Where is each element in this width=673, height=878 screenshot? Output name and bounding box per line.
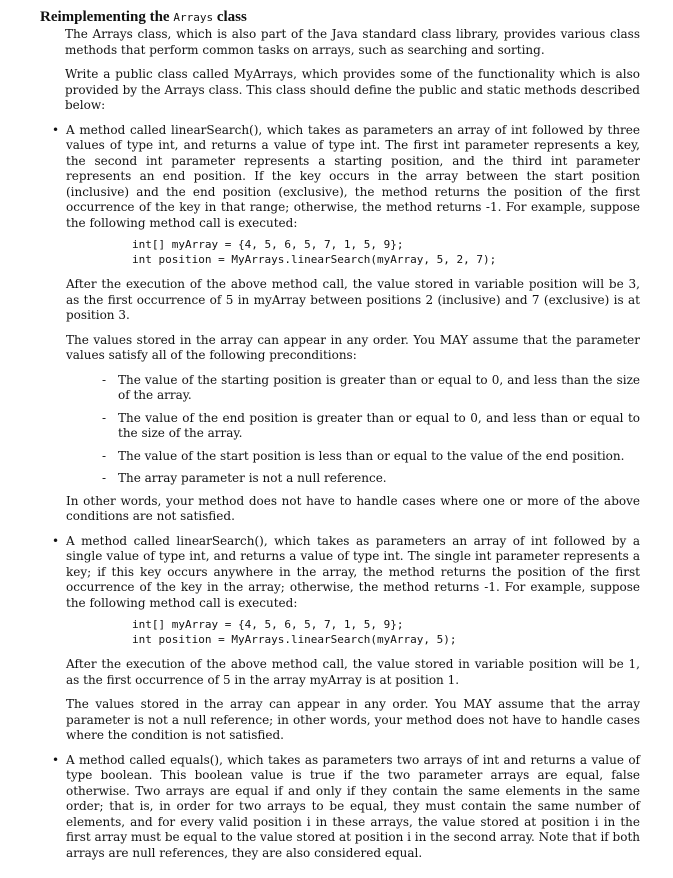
method-item	[40, 753, 640, 862]
explanation-paragraph: After the execution of the above method call, the value stored in variable position will be 1, as the first occurrence of 5 in the array myArray is at position 1.	[66, 657, 640, 687]
explanation-paragraph: The values stored in the array can appear in any order. You MAY assume that the array parameter is not a null reference; in other words, your method does not have to handle cases where the condition is not satisfied.	[66, 697, 640, 742]
code-line: int[] myArray = {4, 5, 6, 5, 7, 1, 5, 9};	[132, 238, 404, 251]
bullet-icon: •	[52, 752, 60, 767]
bullet-icon: •	[52, 533, 60, 548]
method-description: A method called linearSearch(), which takes as parameters an array of int followed by three values of type int, and returns a value of type int. The first int parameter represents a key, the second int parameter represents a starting position, and the third int parameter represents an end position. If the key occurs in the array between the start position (inclusive) and the end position (exclusive), the method returns the position of the first occurrence of the key in that range; otherwise, the method returns -1. For example, suppose the following method call is executed:	[66, 122, 640, 230]
code-line: int[] myArray = {4, 5, 6, 5, 7, 1, 5, 9};	[132, 618, 404, 631]
method-description: A method called linearSearch(), which takes as parameters an array of int followed by a single value of type int, and returns a value of type int. The single int parameter represents a key; if this key occurs anywhere in the array, the method returns the position of the first occurrence of the key in the array; otherwise, the method returns -1. For example, suppose the following method call is executed:	[66, 533, 640, 610]
precondition-item: - The value of the end position is greater than or equal to 0, and less than or equal to the size of the array.	[102, 410, 640, 440]
preconditions-intro: The values stored in the array can appear in any order. You MAY assume that the parameter values satisfy all of the following preconditions:	[66, 332, 640, 362]
section-title: Reimplementing the Arrays class	[40, 9, 247, 25]
explanation-paragraph: In other words, your method does not have to handle cases where one or more of the above conditions are not satisfied.	[66, 493, 640, 523]
intro-paragraph: Write a public class called MyArrays, which provides some of the functionality which is also provided by the Arrays class. This class should define the public and static methods described below:	[65, 67, 640, 112]
section-body	[65, 27, 640, 114]
precondition-item: - The value of the starting position is greater than or equal to 0, and less than the size of the array.	[102, 372, 640, 402]
code-line: int position = MyArrays.linearSearch(myArray, 5, 2, 7);	[132, 253, 497, 266]
method-description: A method called equals(), which takes as parameters two arrays of int and returns a value of type boolean. This boolean value is true if the two parameter arrays are equal, false otherwise. Two arrays are equal if and only if they contain the same elements in the same order; that is, in order for two arrays to be equal, they must contain the same number of elements, and for every valid position i in these arrays, the value stored at position i in the first array must be equal to the value stored at position i in the second array. Note that if both arrays are null references, they are also considered equal.	[66, 752, 641, 860]
method-item	[40, 123, 640, 525]
code-line: int position = MyArrays.linearSearch(myArray, 5);	[132, 633, 457, 646]
intro-paragraph: The Arrays class, which is also part of the Java standard class library, provides various class methods that perform common tasks on arrays, such as searching and sorting.	[65, 27, 640, 57]
method-item	[40, 534, 640, 744]
precondition-item: - The array parameter is not a null reference.	[102, 471, 387, 485]
explanation-paragraph: After the execution of the above method call, the value stored in variable position will be 3, as the first occurrence of 5 in myArray between positions 2 (inclusive) and 7 (exclusive) is at position 3.	[66, 277, 640, 322]
bullet-icon: •	[52, 122, 60, 137]
document	[40, 8, 640, 869]
precondition-item: - The value of the start position is less than or equal to the value of the end position.	[102, 448, 625, 463]
